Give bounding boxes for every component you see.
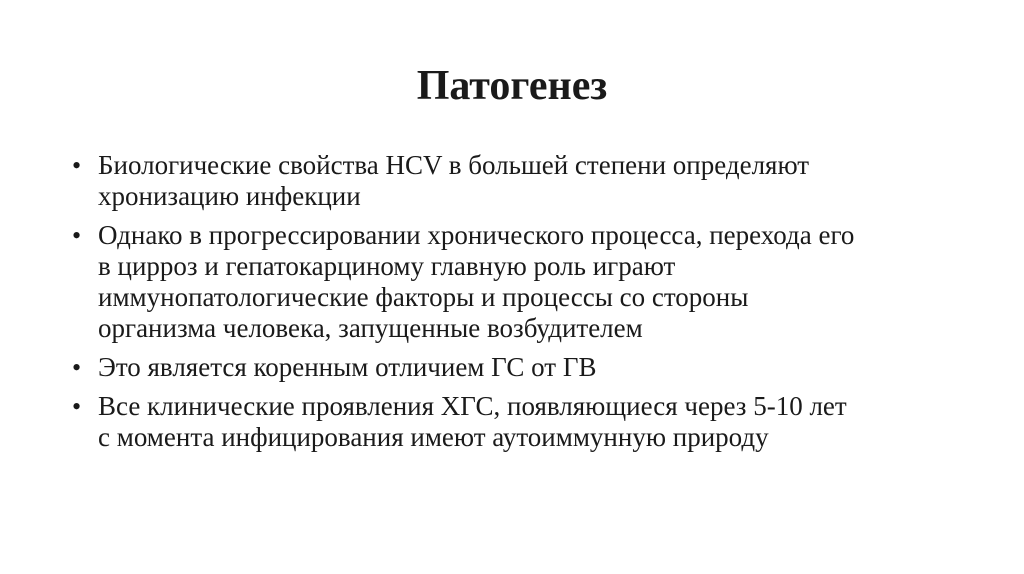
bullet-marker: • (72, 353, 82, 382)
bullet-marker: • (72, 221, 82, 250)
bullet-text: Это является коренным отличием ГС от ГВ (98, 352, 597, 382)
bullet-list (72, 150, 952, 461)
bullet-item-4 (72, 391, 952, 453)
bullet-text: Биологические свойства HCV в большей степени определяют хронизацию инфекции (98, 150, 810, 211)
slide-title: Патогенез (416, 63, 608, 109)
bullet-text: Однако в прогрессировании хронического процесса, перехода его в цирроз и гепатокарциному главную роль играют иммунопатологические факторы и процессы со стороны организма человека, запущенные возбудителем (98, 220, 855, 343)
bullet-item-1 (72, 150, 952, 212)
bullet-marker: • (72, 392, 82, 421)
bullet-marker: • (72, 151, 82, 180)
bullet-text: Все клинические проявления ХГС, появляющиеся через 5-10 лет с момента инфицирования имеют аутоиммунную природу (98, 391, 847, 452)
bullet-item-2 (72, 220, 952, 344)
bullet-item-3 (72, 352, 952, 383)
